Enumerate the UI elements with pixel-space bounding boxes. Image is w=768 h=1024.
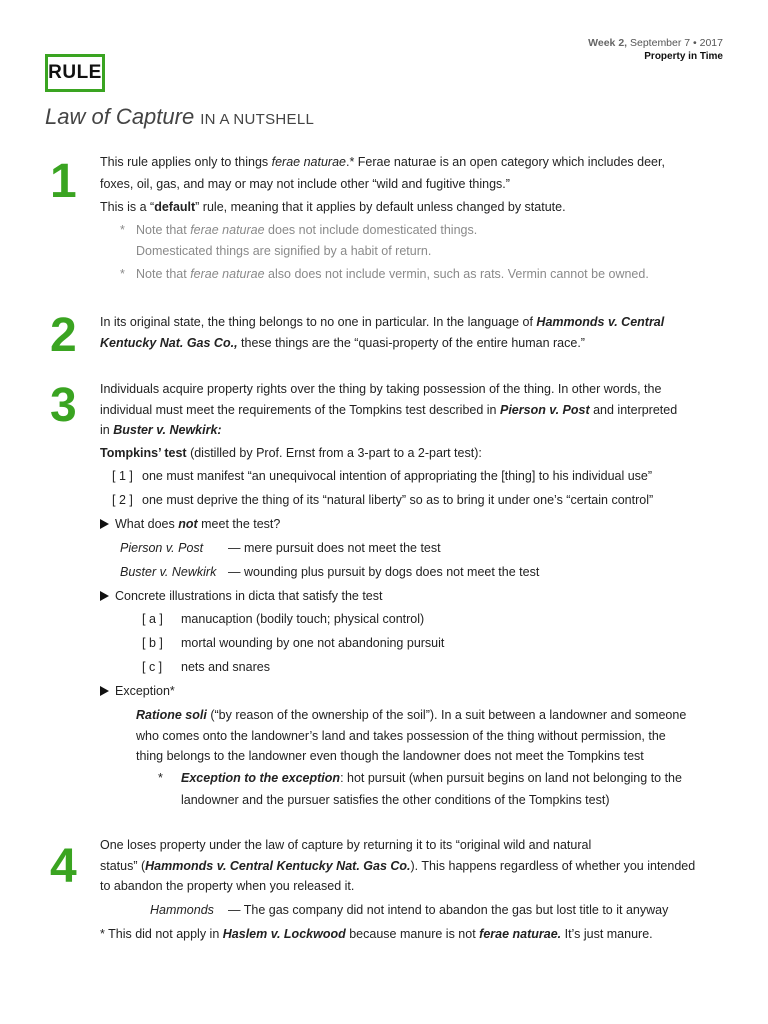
s1-line-3: This is a “default” rule, meaning that it applies by default unless changed by statute. (100, 200, 566, 214)
prong-1-marker: [ 1 ] (112, 469, 133, 483)
note-bullet-1: * (120, 223, 125, 237)
case-pierson: Pierson v. Post (120, 541, 204, 555)
s4-line-1: One loses property under the law of capture by returning it to its “original wild and natural (100, 838, 592, 852)
page-header (588, 36, 723, 64)
case-buster-text: — wounding plus pursuit by dogs does not meet the test (228, 565, 540, 579)
date-line (588, 36, 723, 50)
date-label: September 7 • 2017 (630, 37, 723, 49)
illustration-b: mortal wounding by one not abandoning pursuit (181, 636, 445, 650)
exception-exception-bullet: * (158, 771, 163, 785)
ratione-soli-line-2: who comes onto the landowner’s land and takes possession of the thing without permission, the (136, 729, 666, 743)
tompkins-test-heading: Tompkins’ test (distilled by Prof. Ernst from a 3-part to a 2-part test): (100, 446, 482, 460)
s3-line-2: individual must meet the requirements of the Tompkins test described in Pierson v. Post and interpreted (100, 403, 678, 417)
prong-2: one must deprive the thing of its “natural liberty” so as to bring it under one’s “certain control” (142, 493, 654, 507)
course-label: Property in Time (644, 51, 723, 62)
illustration-a: manucaption (bodily touch; physical control) (181, 612, 425, 626)
section-number-3: 3 (50, 379, 77, 432)
illustration-c: nets and snares (181, 660, 270, 674)
prong-2-marker: [ 2 ] (112, 493, 133, 507)
page-title (45, 104, 314, 130)
not-meet-heading: What does not meet the test? (100, 514, 280, 534)
case-hammonds: Hammonds (150, 903, 214, 917)
section-number-1: 1 (50, 155, 77, 208)
s2-line-1: In its original state, the thing belongs to no one in particular. In the language of Hammonds v. Central (100, 315, 665, 329)
illustration-a-marker: [ a ] (142, 612, 163, 626)
note-2: Note that ferae naturae also does not include vermin, such as rats. Vermin cannot be owned. (136, 267, 649, 281)
exception-exception-line-1: Exception to the exception: hot pursuit (when pursuit begins on land not belonging to the (181, 771, 682, 785)
s4-line-2: status” (Hammonds v. Central Kentucky Nat. Gas Co.). This happens regardless of whether you intended (100, 859, 696, 873)
s3-line-1: Individuals acquire property rights over the thing by taking possession of the thing. In other words, the (100, 382, 662, 396)
footnote: * This did not apply in Haslem v. Lockwood because manure is not ferae naturae. It’s just manure. (100, 927, 653, 941)
prong-1: one must manifest “an unequivocal intention of appropriating the [thing] to his individual use” (142, 469, 653, 483)
exception-exception-line-2: landowner and the pursuer satisfies the other conditions of the Tompkins test) (181, 793, 610, 807)
section-number-4: 4 (50, 840, 77, 893)
title-sub: IN A NUTSHELL (200, 111, 315, 128)
triangle-bullet-icon (100, 519, 109, 529)
s3-line-3: in Buster v. Newkirk: (100, 423, 222, 437)
ratione-soli-line-3: thing belongs to the landowner even though the landowner does not meet the Tompkins test (136, 749, 644, 763)
rule-badge: RULE (45, 54, 105, 92)
illustration-b-marker: [ b ] (142, 636, 163, 650)
case-pierson-text: — mere pursuit does not meet the test (228, 541, 441, 555)
note-1-line-2: Domesticated things are signified by a habit of return. (136, 244, 432, 258)
ratione-soli-line-1: Ratione soli (“by reason of the ownership of the soil”). In a suit between a landowner and someone (136, 708, 687, 722)
title-main: Law of Capture (45, 104, 195, 129)
concrete-illustrations-heading: Concrete illustrations in dicta that satisfy the test (100, 586, 383, 606)
s4-line-3: to abandon the property when you released it. (100, 879, 355, 893)
case-buster: Buster v. Newkirk (120, 565, 217, 579)
note-bullet-2: * (120, 267, 125, 281)
case-hammonds-text: — The gas company did not intend to abandon the gas but lost title to it anyway (228, 903, 669, 917)
note-1-line-1: Note that ferae naturae does not include domesticated things. (136, 223, 478, 237)
illustration-c-marker: [ c ] (142, 660, 163, 674)
s2-line-2: Kentucky Nat. Gas Co., these things are the “quasi-property of the entire human race.” (100, 336, 585, 350)
triangle-bullet-icon (100, 686, 109, 696)
week-label: Week 2, (588, 37, 628, 49)
s1-line-1: This rule applies only to things ferae naturae.* Ferae naturae is an open category which includes deer, (100, 155, 665, 169)
section-number-2: 2 (50, 309, 77, 362)
s1-line-2: foxes, oil, gas, and may or may not include other “wild and fugitive things.” (100, 177, 510, 191)
triangle-bullet-icon (100, 591, 109, 601)
exception-heading: Exception* (100, 681, 175, 701)
